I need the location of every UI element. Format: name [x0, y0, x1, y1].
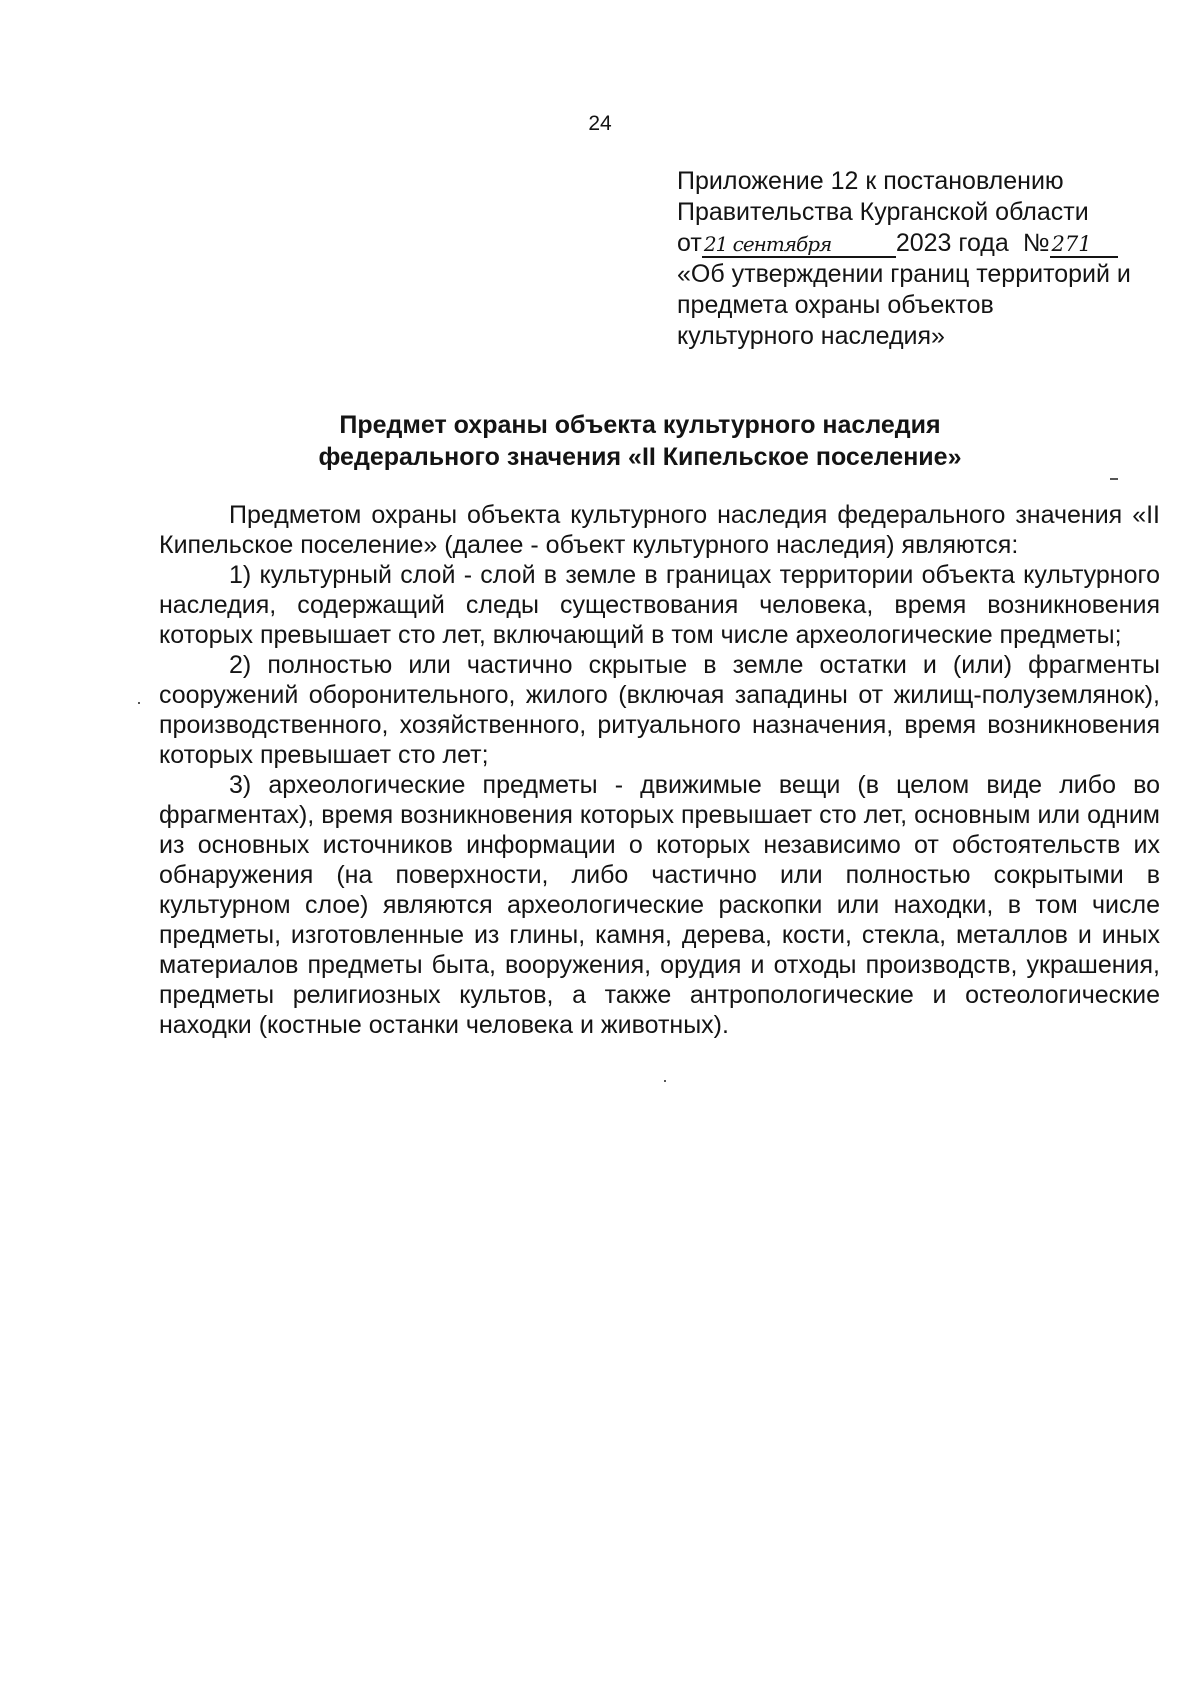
item-2-paragraph: 2) полностью или частично скрытые в земле остатки и (или) фрагменты сооружений оборонительного, жилого (включая западины от жилищ-полуземлянок), производственного, хозяйственного, ритуального назначения, время возникновения которых превышает сто лет; — [159, 651, 1160, 769]
title-line-1: Предмет охраны объекта культурного наследия — [339, 411, 941, 439]
document-title — [0, 409, 1200, 473]
appendix-line-4: «Об утверждении границ территорий и — [677, 260, 1131, 288]
appendix-block — [677, 166, 1131, 352]
appendix-line-1: Приложение 12 к постановлению — [677, 167, 1064, 195]
handwritten-date: 21 сентября — [702, 232, 896, 258]
intro-paragraph: Предметом охраны объекта культурного наследия федерального значения «II Кипельское поселение» (далее - объект культурного наследия) являются: — [159, 501, 1160, 559]
handwritten-number: 271 — [1050, 232, 1118, 258]
date-prefix: от — [677, 229, 702, 257]
appendix-date-line — [677, 228, 1131, 259]
year-text: 2023 года — [895, 229, 1009, 257]
item-3-paragraph: 3) археологические предметы - движимые вещи (в целом виде либо во фрагментах), время возникновения которых превышает сто лет, основным или одним из основных источников информации о которых независимо от обстоятельств их обнаружения (на поверхности, либо частично или полностью сокрытыми в культурном слое) являются археологические раскопки или находки, в том числе предметы, изготовленные из глины, камня, дерева, кости, стекла, металлов и иных материалов предметы быта, вооружения, орудия и отходы производств, украшения, предметы религиозных культов, а также антропологические и остеологические находки (костные останки человека и животных). — [159, 771, 1160, 1039]
item-1-paragraph: 1) культурный слой - слой в земле в границах территории объекта культурного наследия, содержащий следы существования человека, время возникновения которых превышает сто лет, включающий в том числе археологические предметы; — [159, 561, 1160, 649]
scan-speck — [138, 702, 140, 704]
title-line-2: федерального значения «II Кипельское поселение» — [318, 443, 962, 471]
document-body — [159, 500, 1160, 1040]
number-prefix: № — [1022, 229, 1050, 257]
appendix-line-6: культурного наследия» — [677, 322, 945, 350]
page-number: 24 — [588, 112, 612, 135]
appendix-line-5: предмета охраны объектов — [677, 291, 994, 319]
scan-speck — [1110, 478, 1118, 480]
appendix-line-2: Правительства Курганской области — [677, 198, 1089, 226]
scan-speck — [664, 1080, 666, 1082]
